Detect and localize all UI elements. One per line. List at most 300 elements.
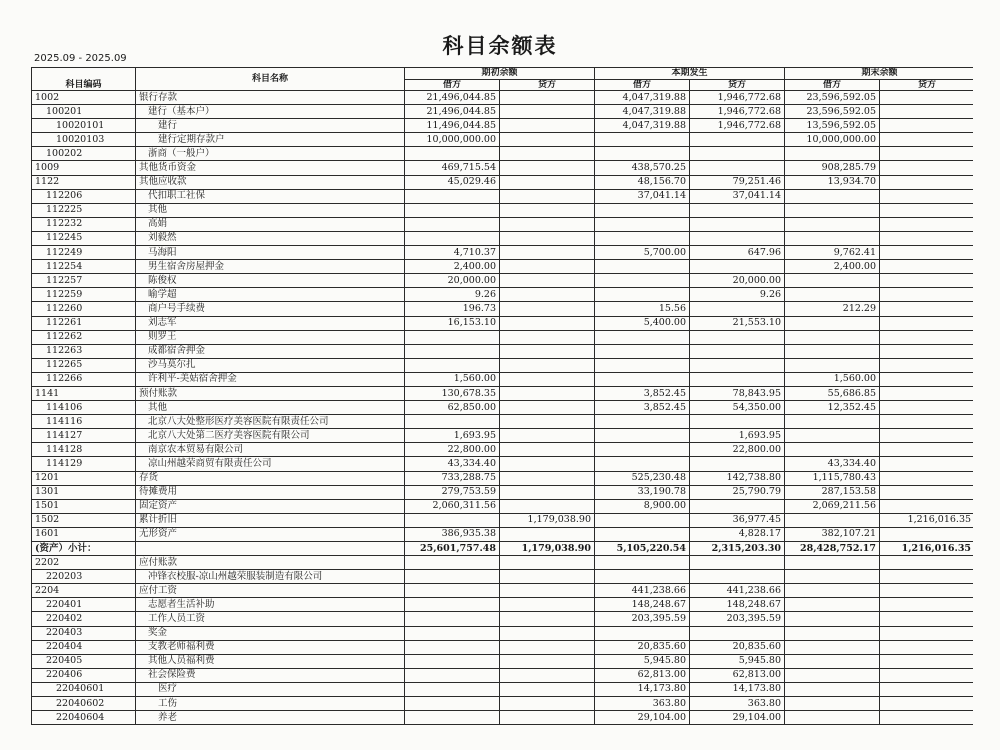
cell-closing-debit	[785, 598, 880, 612]
header-name: 科目名称	[136, 68, 405, 91]
cell-account-name: 刘志军	[136, 316, 405, 330]
table-row	[32, 316, 974, 330]
header-current-debit: 借方	[595, 79, 690, 91]
cell-opening-credit	[500, 654, 595, 668]
table-row	[32, 556, 974, 570]
cell-current-credit	[690, 147, 785, 161]
cell-opening-debit	[405, 697, 500, 711]
cell-account-code: 112206	[32, 189, 136, 203]
cell-closing-credit	[880, 584, 973, 598]
cell-closing-debit: 287,153.58	[785, 485, 880, 499]
cell-opening-debit: 11,496,044.85	[405, 119, 500, 133]
cell-current-debit	[595, 457, 690, 471]
cell-opening-debit	[405, 344, 500, 358]
cell-account-code: 112265	[32, 358, 136, 372]
table-row	[32, 372, 974, 386]
cell-current-debit: 33,190.78	[595, 485, 690, 499]
cell-account-code: 1141	[32, 386, 136, 400]
cell-account-name	[136, 542, 405, 556]
cell-current-debit: 14,173.80	[595, 682, 690, 696]
table-row	[32, 401, 974, 415]
cell-closing-credit	[880, 598, 973, 612]
table-header	[32, 68, 974, 91]
cell-account-name: 商户号手续费	[136, 302, 405, 316]
cell-closing-credit	[880, 246, 973, 260]
table-row	[32, 584, 974, 598]
cell-closing-debit	[785, 570, 880, 584]
cell-closing-debit: 10,000,000.00	[785, 133, 880, 147]
cell-closing-debit	[785, 316, 880, 330]
cell-account-code: 112254	[32, 260, 136, 274]
cell-account-code: 112261	[32, 316, 136, 330]
cell-current-credit: 37,041.14	[690, 189, 785, 203]
table-row	[32, 344, 974, 358]
cell-account-name: 建行（基本户）	[136, 105, 405, 119]
cell-current-debit: 525,230.48	[595, 471, 690, 485]
cell-closing-credit	[880, 217, 973, 231]
cell-account-name: 北京八大处整形医疗美容医院有限责任公司	[136, 415, 405, 429]
table-row	[32, 570, 974, 584]
cell-current-debit	[595, 626, 690, 640]
cell-opening-credit	[500, 711, 595, 725]
cell-opening-debit: 43,334.40	[405, 457, 500, 471]
cell-current-debit	[595, 203, 690, 217]
cell-opening-credit	[500, 527, 595, 541]
header-current: 本期发生	[595, 68, 785, 80]
cell-current-credit	[690, 231, 785, 245]
table-row	[32, 217, 974, 231]
cell-current-credit	[690, 372, 785, 386]
cell-opening-debit	[405, 358, 500, 372]
cell-opening-credit	[500, 330, 595, 344]
cell-closing-debit	[785, 682, 880, 696]
table-row	[32, 330, 974, 344]
table-row	[32, 485, 974, 499]
cell-opening-debit: 16,153.10	[405, 316, 500, 330]
cell-closing-debit	[785, 358, 880, 372]
cell-current-credit	[690, 330, 785, 344]
cell-account-code: 1601	[32, 527, 136, 541]
cell-current-debit	[595, 231, 690, 245]
table-row	[32, 542, 974, 556]
cell-current-credit	[690, 161, 785, 175]
cell-account-name: 应付工资	[136, 584, 405, 598]
report-period: 2025.09 - 2025.09	[34, 53, 127, 64]
cell-opening-debit	[405, 711, 500, 725]
cell-account-code: 220203	[32, 570, 136, 584]
cell-current-credit	[690, 358, 785, 372]
cell-opening-debit	[405, 584, 500, 598]
cell-closing-credit	[880, 161, 973, 175]
table-row	[32, 147, 974, 161]
cell-current-debit: 37,041.14	[595, 189, 690, 203]
cell-current-credit: 78,843.95	[690, 386, 785, 400]
cell-current-credit: 1,693.95	[690, 429, 785, 443]
cell-closing-credit	[880, 697, 973, 711]
cell-opening-debit: 2,060,311.56	[405, 499, 500, 513]
cell-account-name: 待摊费用	[136, 485, 405, 499]
table-row	[32, 161, 974, 175]
cell-opening-credit	[500, 570, 595, 584]
cell-account-name: 社会保险费	[136, 668, 405, 682]
cell-account-name: 银行存款	[136, 91, 405, 105]
cell-closing-credit	[880, 231, 973, 245]
cell-opening-credit	[500, 358, 595, 372]
cell-closing-credit	[880, 372, 973, 386]
cell-current-debit: 3,852.45	[595, 401, 690, 415]
cell-account-name: 固定资产	[136, 499, 405, 513]
cell-current-debit: 3,852.45	[595, 386, 690, 400]
cell-account-code: 1501	[32, 499, 136, 513]
header-code: 科目编码	[32, 68, 136, 91]
cell-closing-debit: 43,334.40	[785, 457, 880, 471]
cell-closing-debit	[785, 513, 880, 527]
cell-current-debit	[595, 217, 690, 231]
cell-current-debit	[595, 133, 690, 147]
cell-current-debit: 4,047,319.88	[595, 105, 690, 119]
cell-current-debit	[595, 556, 690, 570]
cell-current-credit	[690, 415, 785, 429]
cell-account-name: 养老	[136, 711, 405, 725]
cell-closing-debit	[785, 429, 880, 443]
cell-account-code: 114127	[32, 429, 136, 443]
cell-opening-credit	[500, 499, 595, 513]
cell-opening-credit	[500, 668, 595, 682]
table-row	[32, 133, 974, 147]
cell-opening-credit	[500, 161, 595, 175]
cell-opening-credit	[500, 697, 595, 711]
cell-account-name: 马海阳	[136, 246, 405, 260]
cell-account-name: 工作人员工资	[136, 612, 405, 626]
cell-opening-debit	[405, 598, 500, 612]
cell-opening-debit: 20,000.00	[405, 274, 500, 288]
cell-opening-debit	[405, 415, 500, 429]
cell-current-debit	[595, 513, 690, 527]
table-row	[32, 358, 974, 372]
cell-current-credit	[690, 203, 785, 217]
cell-account-name: 其他	[136, 401, 405, 415]
cell-closing-debit: 212.29	[785, 302, 880, 316]
cell-closing-debit	[785, 697, 880, 711]
table-row	[32, 471, 974, 485]
cell-opening-credit	[500, 626, 595, 640]
cell-current-credit: 142,738.80	[690, 471, 785, 485]
table-row	[32, 612, 974, 626]
cell-account-code: 2204	[32, 584, 136, 598]
cell-closing-debit	[785, 556, 880, 570]
cell-closing-debit: 28,428,752.17	[785, 542, 880, 556]
cell-current-credit: 9.26	[690, 288, 785, 302]
table-row	[32, 246, 974, 260]
table-row	[32, 697, 974, 711]
cell-closing-debit: 55,686.85	[785, 386, 880, 400]
cell-opening-debit: 733,288.75	[405, 471, 500, 485]
cell-account-name: 建行	[136, 119, 405, 133]
cell-account-name: 高娟	[136, 217, 405, 231]
header-opening-credit: 贷方	[500, 79, 595, 91]
cell-opening-credit	[500, 598, 595, 612]
cell-current-credit	[690, 302, 785, 316]
table-body	[32, 91, 974, 725]
cell-closing-debit	[785, 147, 880, 161]
table-row	[32, 203, 974, 217]
cell-closing-credit	[880, 386, 973, 400]
cell-closing-credit	[880, 119, 973, 133]
cell-current-debit: 5,700.00	[595, 246, 690, 260]
cell-current-debit	[595, 274, 690, 288]
cell-account-name: 其他货币资金	[136, 161, 405, 175]
cell-opening-debit: 1,693.95	[405, 429, 500, 443]
cell-closing-debit: 12,352.45	[785, 401, 880, 415]
cell-current-credit: 647.96	[690, 246, 785, 260]
cell-opening-credit	[500, 640, 595, 654]
cell-current-credit	[690, 217, 785, 231]
cell-opening-credit	[500, 485, 595, 499]
cell-opening-debit	[405, 330, 500, 344]
cell-closing-debit: 1,560.00	[785, 372, 880, 386]
table-row	[32, 189, 974, 203]
cell-closing-debit	[785, 344, 880, 358]
table-row	[32, 274, 974, 288]
cell-opening-credit	[500, 288, 595, 302]
cell-opening-debit: 130,678.35	[405, 386, 500, 400]
cell-current-debit	[595, 147, 690, 161]
cell-account-name: 医疗	[136, 682, 405, 696]
cell-account-name: 支教老师福利费	[136, 640, 405, 654]
cell-closing-debit	[785, 274, 880, 288]
cell-current-credit: 54,350.00	[690, 401, 785, 415]
cell-opening-credit	[500, 612, 595, 626]
cell-opening-debit: 1,560.00	[405, 372, 500, 386]
cell-opening-debit	[405, 513, 500, 527]
cell-current-credit	[690, 133, 785, 147]
cell-opening-credit	[500, 274, 595, 288]
cell-current-debit	[595, 443, 690, 457]
cell-opening-debit	[405, 654, 500, 668]
cell-closing-credit	[880, 316, 973, 330]
cell-current-debit: 4,047,319.88	[595, 91, 690, 105]
cell-opening-debit: 469,715.54	[405, 161, 500, 175]
header-opening: 期初余额	[405, 68, 595, 80]
cell-opening-debit	[405, 668, 500, 682]
cell-current-credit: 36,977.45	[690, 513, 785, 527]
cell-opening-credit	[500, 471, 595, 485]
cell-account-code: 10020101	[32, 119, 136, 133]
cell-closing-debit: 23,596,592.05	[785, 105, 880, 119]
table-row	[32, 499, 974, 513]
cell-current-debit: 363.80	[595, 697, 690, 711]
cell-opening-credit	[500, 386, 595, 400]
cell-opening-debit	[405, 189, 500, 203]
cell-current-credit	[690, 556, 785, 570]
table-row	[32, 654, 974, 668]
cell-opening-debit: 45,029.46	[405, 175, 500, 189]
cell-opening-credit	[500, 429, 595, 443]
cell-opening-debit	[405, 217, 500, 231]
cell-current-credit: 1,946,772.68	[690, 105, 785, 119]
cell-closing-credit	[880, 556, 973, 570]
cell-closing-credit	[880, 626, 973, 640]
cell-closing-debit: 908,285.79	[785, 161, 880, 175]
cell-current-debit: 15.56	[595, 302, 690, 316]
cell-account-name: 冲锋衣校服-凉山州越荣服装制造有限公司	[136, 570, 405, 584]
cell-current-debit	[595, 527, 690, 541]
cell-opening-debit: 25,601,757.48	[405, 542, 500, 556]
cell-opening-credit	[500, 401, 595, 415]
cell-account-code: 1201	[32, 471, 136, 485]
cell-current-credit: 1,946,772.68	[690, 91, 785, 105]
cell-opening-debit: 2,400.00	[405, 260, 500, 274]
cell-current-debit	[595, 429, 690, 443]
cell-closing-credit	[880, 330, 973, 344]
account-balance-table	[31, 67, 973, 725]
cell-opening-credit	[500, 217, 595, 231]
cell-account-code: 112262	[32, 330, 136, 344]
cell-current-credit: 62,813.00	[690, 668, 785, 682]
cell-closing-credit	[880, 443, 973, 457]
cell-closing-credit	[880, 133, 973, 147]
cell-current-debit	[595, 330, 690, 344]
cell-account-name: 应付账款	[136, 556, 405, 570]
table-row	[32, 527, 974, 541]
cell-current-credit: 2,315,203.30	[690, 542, 785, 556]
table-row	[32, 175, 974, 189]
cell-opening-credit	[500, 457, 595, 471]
cell-closing-credit	[880, 401, 973, 415]
cell-opening-credit	[500, 133, 595, 147]
cell-closing-credit	[880, 260, 973, 274]
cell-account-code: 114116	[32, 415, 136, 429]
table-row	[32, 457, 974, 471]
cell-closing-debit: 9,762.41	[785, 246, 880, 260]
cell-opening-debit	[405, 147, 500, 161]
cell-opening-debit	[405, 556, 500, 570]
cell-current-credit	[690, 626, 785, 640]
table-row	[32, 119, 974, 133]
cell-current-credit	[690, 260, 785, 274]
cell-closing-debit	[785, 415, 880, 429]
cell-closing-credit	[880, 457, 973, 471]
cell-closing-debit: 382,107.21	[785, 527, 880, 541]
table-row	[32, 105, 974, 119]
cell-current-credit: 441,238.66	[690, 584, 785, 598]
cell-opening-debit	[405, 682, 500, 696]
cell-closing-credit	[880, 485, 973, 499]
cell-account-name: 工伤	[136, 697, 405, 711]
cell-current-debit: 8,900.00	[595, 499, 690, 513]
cell-account-code: 1122	[32, 175, 136, 189]
cell-account-name: 其他	[136, 203, 405, 217]
cell-opening-credit	[500, 246, 595, 260]
cell-opening-debit: 196.73	[405, 302, 500, 316]
table-row	[32, 231, 974, 245]
cell-account-name: 无形资产	[136, 527, 405, 541]
cell-account-code: 114106	[32, 401, 136, 415]
table-row	[32, 513, 974, 527]
cell-account-code: 112266	[32, 372, 136, 386]
table-row	[32, 288, 974, 302]
header-current-credit: 贷方	[690, 79, 785, 91]
cell-closing-debit: 23,596,592.05	[785, 91, 880, 105]
cell-current-debit	[595, 415, 690, 429]
cell-opening-debit	[405, 203, 500, 217]
cell-account-code: 10020103	[32, 133, 136, 147]
cell-opening-credit	[500, 344, 595, 358]
cell-account-name: 其他应收款	[136, 175, 405, 189]
cell-current-credit: 1,946,772.68	[690, 119, 785, 133]
cell-opening-credit	[500, 682, 595, 696]
cell-closing-debit	[785, 640, 880, 654]
cell-account-name: 凉山州越荣商贸有限责任公司	[136, 457, 405, 471]
cell-account-code: 1502	[32, 513, 136, 527]
cell-opening-debit: 21,496,044.85	[405, 91, 500, 105]
cell-opening-credit	[500, 556, 595, 570]
cell-account-name: 陈俊权	[136, 274, 405, 288]
cell-current-credit: 79,251.46	[690, 175, 785, 189]
cell-closing-credit	[880, 147, 973, 161]
cell-account-name: 存货	[136, 471, 405, 485]
cell-closing-debit	[785, 217, 880, 231]
cell-current-credit: 148,248.67	[690, 598, 785, 612]
table-row	[32, 640, 974, 654]
cell-account-code: 1301	[32, 485, 136, 499]
cell-current-debit	[595, 358, 690, 372]
cell-account-code: 112259	[32, 288, 136, 302]
cell-closing-debit	[785, 654, 880, 668]
cell-opening-credit	[500, 372, 595, 386]
cell-current-debit	[595, 372, 690, 386]
cell-closing-credit: 1,216,016.35	[880, 513, 973, 527]
cell-current-credit: 5,945.80	[690, 654, 785, 668]
cell-closing-debit	[785, 584, 880, 598]
cell-account-code: (资产）小计：	[32, 542, 136, 556]
cell-opening-debit: 22,800.00	[405, 443, 500, 457]
cell-current-debit: 438,570.25	[595, 161, 690, 175]
cell-account-code: 112257	[32, 274, 136, 288]
cell-current-credit: 20,835.60	[690, 640, 785, 654]
cell-opening-credit	[500, 302, 595, 316]
cell-closing-debit: 13,934.70	[785, 175, 880, 189]
cell-closing-debit	[785, 626, 880, 640]
cell-current-credit: 22,800.00	[690, 443, 785, 457]
cell-opening-credit	[500, 119, 595, 133]
cell-account-name: 建行定期存款户	[136, 133, 405, 147]
cell-closing-credit	[880, 682, 973, 696]
cell-opening-debit: 4,710.37	[405, 246, 500, 260]
cell-current-credit	[690, 344, 785, 358]
cell-account-code: 100202	[32, 147, 136, 161]
cell-account-name: 其他人员福利费	[136, 654, 405, 668]
cell-current-debit: 5,945.80	[595, 654, 690, 668]
cell-account-name: 男生宿舍房屋押金	[136, 260, 405, 274]
cell-closing-credit	[880, 499, 973, 513]
cell-closing-credit	[880, 91, 973, 105]
cell-account-code: 220402	[32, 612, 136, 626]
cell-current-debit: 62,813.00	[595, 668, 690, 682]
cell-account-name: 北京八大处第二医疗美容医院有限公司	[136, 429, 405, 443]
cell-current-credit: 25,790.79	[690, 485, 785, 499]
cell-account-name: 奖金	[136, 626, 405, 640]
table-row	[32, 598, 974, 612]
cell-closing-debit	[785, 203, 880, 217]
cell-account-name: 浙商（一般户）	[136, 147, 405, 161]
table-row	[32, 682, 974, 696]
cell-account-name: 沙马莫尔扎	[136, 358, 405, 372]
report-title: 科目余额表	[442, 33, 558, 58]
cell-opening-debit	[405, 612, 500, 626]
cell-closing-credit	[880, 612, 973, 626]
cell-closing-debit: 2,400.00	[785, 260, 880, 274]
